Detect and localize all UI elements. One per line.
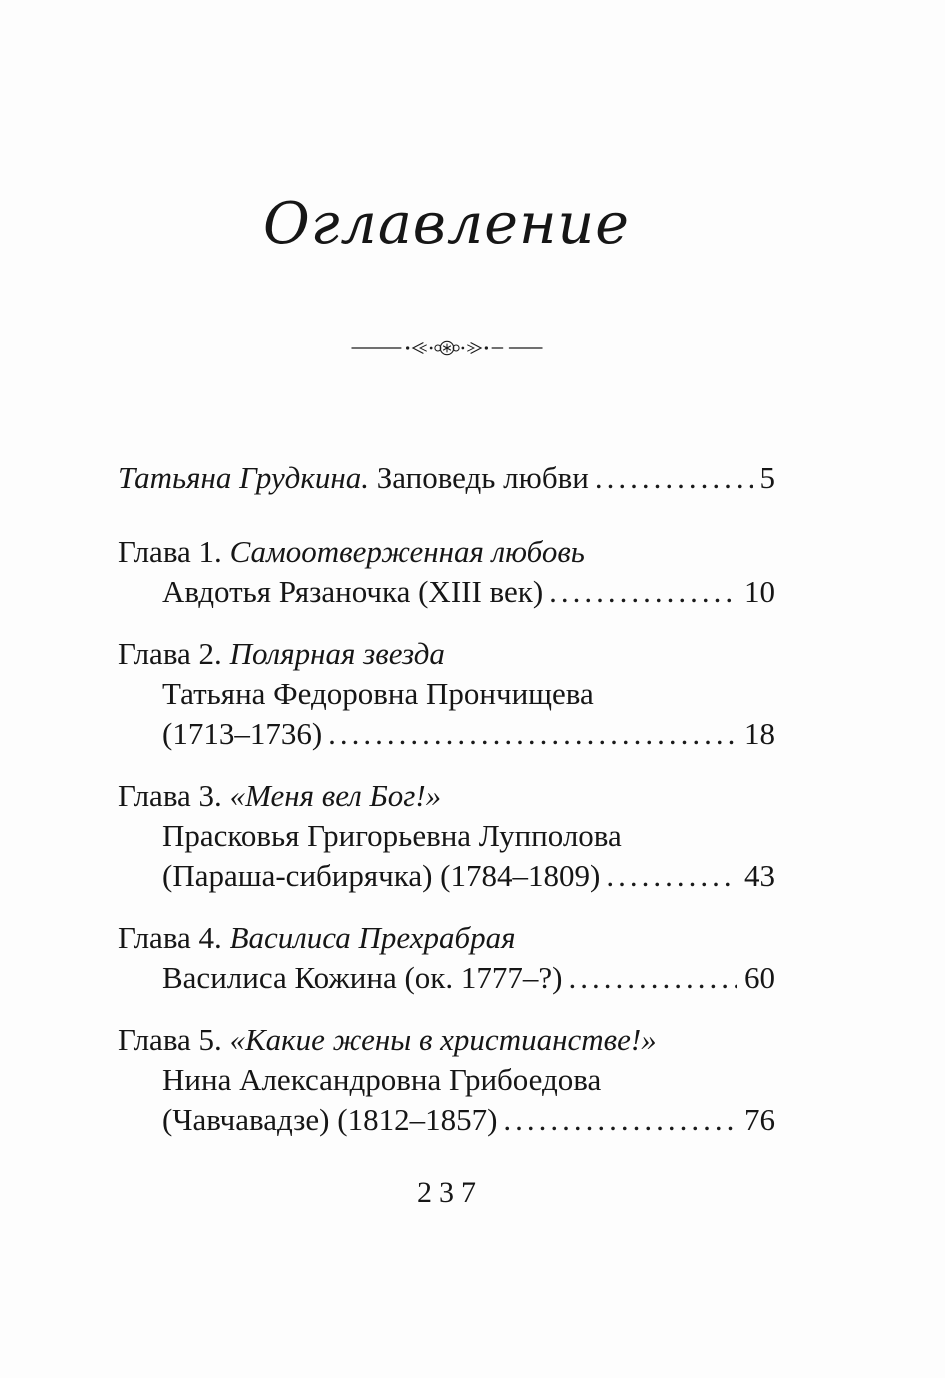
toc-line — [118, 816, 775, 856]
toc-entry-subtitle: Василиса Кожина (ок. 1777–?) — [162, 960, 563, 995]
toc-line — [118, 674, 775, 714]
toc-entry-subtitle: Прасковья Григорьевна Лупполова — [162, 818, 622, 853]
ornament-divider — [118, 338, 775, 360]
toc-line — [118, 532, 775, 572]
toc-page-number: 76 — [744, 1102, 775, 1137]
dot-leader — [568, 958, 737, 998]
toc-line — [118, 958, 775, 998]
toc-entry-title: Глава 4. Василиса Прехрабрая — [118, 920, 516, 955]
toc-line — [118, 634, 775, 674]
toc-entry-subtitle: Нина Александровна Грибоедова — [162, 1062, 602, 1097]
toc-entry-dates: (Чавчавадзе) (1812–1857) — [162, 1102, 498, 1137]
toc-page-number: 10 — [744, 574, 775, 609]
toc-line — [118, 776, 775, 816]
rosette-divider-icon — [351, 338, 543, 358]
toc-entry-subtitle: Татьяна Федоровна Прончищева — [162, 676, 594, 711]
toc-entry-title: Глава 3. «Меня вел Бог!» — [118, 778, 442, 813]
toc-line — [118, 856, 775, 896]
toc-entry — [118, 532, 775, 612]
dot-leader — [549, 572, 737, 612]
toc-line — [118, 572, 775, 612]
table-of-contents — [118, 458, 775, 1140]
toc-page-number: 60 — [744, 960, 775, 995]
toc-entry-title: Глава 1. Самоотверженная любовь — [118, 534, 585, 569]
dot-leader — [595, 458, 753, 498]
toc-line — [118, 458, 775, 498]
toc-entry — [118, 918, 775, 998]
toc-entry-subtitle: Авдотья Рязаночка (XIII век) — [162, 574, 544, 609]
toc-entry — [118, 458, 775, 498]
toc-entry-dates: (1713–1736) — [162, 716, 323, 751]
toc-line — [118, 1020, 775, 1060]
page-number: 237 — [417, 1176, 483, 1209]
toc-entry — [118, 1020, 775, 1140]
toc-page-number: 5 — [759, 460, 775, 495]
page-content — [118, 188, 775, 1210]
toc-entry-title: Глава 2. Полярная звезда — [118, 636, 445, 671]
toc-page-number: 18 — [744, 716, 775, 751]
dot-leader — [328, 714, 737, 754]
toc-line — [118, 1100, 775, 1140]
dot-leader — [606, 856, 737, 896]
toc-entry-title: Глава 5. «Какие жены в христианстве!» — [118, 1022, 657, 1057]
toc-entry — [118, 634, 775, 754]
toc-line — [118, 714, 775, 754]
toc-line — [118, 918, 775, 958]
toc-entry — [118, 776, 775, 896]
toc-line — [118, 1060, 775, 1100]
dot-leader — [503, 1100, 737, 1140]
toc-page-number: 43 — [744, 858, 775, 893]
page-title: Оглавление — [262, 191, 630, 257]
toc-entry-dates: (Параша-сибирячка) (1784–1809) — [162, 858, 601, 893]
toc-entry-title: Татьяна Грудкина. Заповедь любви — [118, 460, 589, 495]
